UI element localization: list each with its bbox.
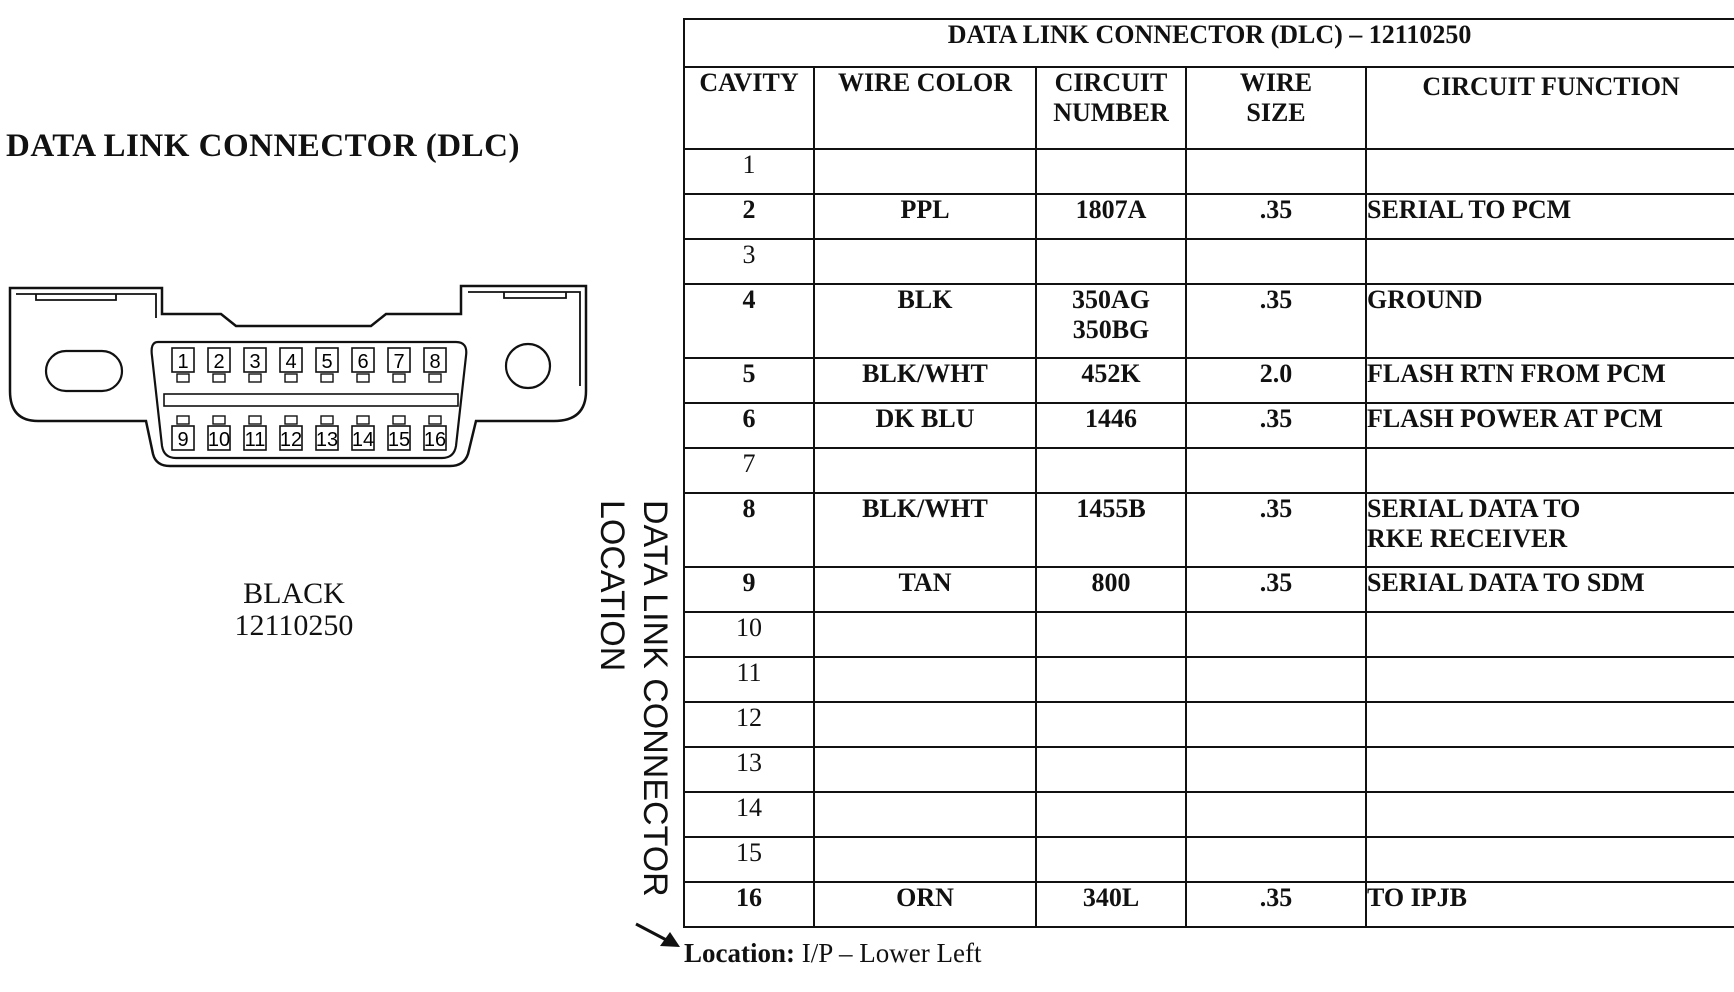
header-wire-size: WIRE SIZE bbox=[1186, 67, 1366, 149]
cell-wire-color bbox=[814, 448, 1036, 493]
pin-9: 9 bbox=[177, 429, 189, 451]
cell-cavity: 15 bbox=[684, 837, 814, 882]
cell-circuit-number bbox=[1036, 837, 1186, 882]
cell-circuit-function bbox=[1366, 239, 1734, 284]
connector-part-number: 12110250 bbox=[234, 609, 354, 642]
cell-circuit-number: 1446 bbox=[1036, 403, 1186, 448]
cell-circuit-function: GROUND bbox=[1366, 284, 1734, 358]
cell-wire-size: 2.0 bbox=[1186, 358, 1366, 403]
cell-cavity: 4 bbox=[684, 284, 814, 358]
table-row bbox=[684, 239, 1734, 284]
cell-cavity: 9 bbox=[684, 567, 814, 612]
cell-wire-size bbox=[1186, 792, 1366, 837]
cell-cavity: 5 bbox=[684, 358, 814, 403]
vertical-label-line2: LOCATION bbox=[593, 500, 631, 672]
table-row bbox=[684, 657, 1734, 702]
cell-cavity: 12 bbox=[684, 702, 814, 747]
pin-8: 8 bbox=[429, 351, 441, 373]
cell-wire-size bbox=[1186, 702, 1366, 747]
cell-wire-color: BLK bbox=[814, 284, 1036, 358]
pin-13: 13 bbox=[315, 429, 339, 451]
cell-wire-color: TAN bbox=[814, 567, 1036, 612]
location-vertical-label bbox=[584, 500, 676, 920]
cell-cavity: 2 bbox=[684, 194, 814, 239]
dlc-title: DATA LINK CONNECTOR (DLC) bbox=[6, 128, 520, 164]
cell-circuit-number bbox=[1036, 657, 1186, 702]
cell-circuit-number: 452K bbox=[1036, 358, 1186, 403]
cell-circuit-function bbox=[1366, 657, 1734, 702]
header-circuit-number: CIRCUIT NUMBER bbox=[1036, 67, 1186, 149]
dlc-connector-drawing bbox=[6, 276, 594, 476]
cell-circuit-function: FLASH POWER AT PCM bbox=[1366, 403, 1734, 448]
connector-diagram bbox=[6, 276, 594, 481]
pin-2: 2 bbox=[213, 351, 225, 373]
table-caption: DATA LINK CONNECTOR (DLC) – 12110250 bbox=[684, 19, 1734, 67]
dlc-table-body bbox=[684, 149, 1734, 927]
cell-circuit-number bbox=[1036, 702, 1186, 747]
cell-cavity: 3 bbox=[684, 239, 814, 284]
cell-circuit-number bbox=[1036, 792, 1186, 837]
pin-6: 6 bbox=[357, 351, 369, 373]
cell-circuit-number bbox=[1036, 149, 1186, 194]
pin-16: 16 bbox=[423, 429, 447, 451]
cell-circuit-number bbox=[1036, 612, 1186, 657]
cell-wire-color bbox=[814, 747, 1036, 792]
cell-wire-color bbox=[814, 657, 1036, 702]
cell-wire-color: DK BLU bbox=[814, 403, 1036, 448]
table-row bbox=[684, 448, 1734, 493]
cell-wire-color bbox=[814, 612, 1036, 657]
cell-cavity: 10 bbox=[684, 612, 814, 657]
cell-circuit-number bbox=[1036, 747, 1186, 792]
table-row bbox=[684, 149, 1734, 194]
pin-1: 1 bbox=[177, 351, 189, 373]
cell-wire-size: .35 bbox=[1186, 567, 1366, 612]
table-row bbox=[684, 493, 1734, 567]
cell-cavity: 14 bbox=[684, 792, 814, 837]
vertical-label-line1: DATA LINK CONNECTOR bbox=[636, 500, 674, 897]
cell-cavity: 6 bbox=[684, 403, 814, 448]
cell-wire-size: .35 bbox=[1186, 403, 1366, 448]
table-row bbox=[684, 702, 1734, 747]
cell-circuit-number bbox=[1036, 239, 1186, 284]
cell-wire-size bbox=[1186, 747, 1366, 792]
dlc-table bbox=[683, 18, 1734, 928]
table-row bbox=[684, 194, 1734, 239]
cell-wire-color bbox=[814, 837, 1036, 882]
header-wire-color: WIRE COLOR bbox=[814, 67, 1036, 149]
connector-caption bbox=[198, 578, 390, 642]
cell-circuit-function bbox=[1366, 702, 1734, 747]
pin-14: 14 bbox=[351, 429, 375, 451]
cell-wire-size bbox=[1186, 837, 1366, 882]
pin-4: 4 bbox=[285, 351, 297, 373]
table-row bbox=[684, 612, 1734, 657]
cell-cavity: 8 bbox=[684, 493, 814, 567]
location-arrow-icon bbox=[630, 918, 686, 954]
cell-cavity: 16 bbox=[684, 882, 814, 927]
table-row bbox=[684, 358, 1734, 403]
cell-circuit-number bbox=[1036, 448, 1186, 493]
cell-wire-size: .35 bbox=[1186, 493, 1366, 567]
pin-11: 11 bbox=[244, 429, 266, 451]
cell-wire-color: BLK/WHT bbox=[814, 493, 1036, 567]
table-row bbox=[684, 792, 1734, 837]
table-row bbox=[684, 882, 1734, 927]
header-cavity: CAVITY bbox=[684, 67, 814, 149]
pin-boxes bbox=[172, 348, 446, 451]
cell-wire-color bbox=[814, 239, 1036, 284]
cell-wire-size bbox=[1186, 448, 1366, 493]
cell-circuit-number: 1455B bbox=[1036, 493, 1186, 567]
cell-wire-size: .35 bbox=[1186, 882, 1366, 927]
cell-circuit-function: SERIAL TO PCM bbox=[1366, 194, 1734, 239]
table-row bbox=[684, 284, 1734, 358]
cell-circuit-function: FLASH RTN FROM PCM bbox=[1366, 358, 1734, 403]
cell-wire-size bbox=[1186, 612, 1366, 657]
cell-wire-size bbox=[1186, 149, 1366, 194]
cell-circuit-function bbox=[1366, 792, 1734, 837]
cell-wire-color bbox=[814, 792, 1036, 837]
cell-cavity: 7 bbox=[684, 448, 814, 493]
table-row bbox=[684, 837, 1734, 882]
cell-circuit-number: 800 bbox=[1036, 567, 1186, 612]
cell-circuit-function bbox=[1366, 612, 1734, 657]
cell-wire-size bbox=[1186, 239, 1366, 284]
pin-10: 10 bbox=[207, 429, 231, 451]
cell-cavity: 11 bbox=[684, 657, 814, 702]
header-circuit-function: CIRCUIT FUNCTION bbox=[1366, 67, 1734, 149]
cell-wire-color bbox=[814, 149, 1036, 194]
table-row bbox=[684, 747, 1734, 792]
cell-circuit-function bbox=[1366, 149, 1734, 194]
cell-wire-color: ORN bbox=[814, 882, 1036, 927]
cell-wire-color: BLK/WHT bbox=[814, 358, 1036, 403]
table-row bbox=[684, 567, 1734, 612]
connector-color: BLACK bbox=[243, 577, 345, 610]
location-note bbox=[684, 938, 981, 969]
cell-circuit-function bbox=[1366, 448, 1734, 493]
cell-wire-size: .35 bbox=[1186, 194, 1366, 239]
cell-wire-color: PPL bbox=[814, 194, 1036, 239]
pin-12: 12 bbox=[279, 429, 303, 451]
pin-7: 7 bbox=[393, 351, 405, 373]
cell-wire-color bbox=[814, 702, 1036, 747]
cell-wire-size: .35 bbox=[1186, 284, 1366, 358]
cell-circuit-number: 340L bbox=[1036, 882, 1186, 927]
cell-circuit-function bbox=[1366, 747, 1734, 792]
cell-circuit-function: TO IPJB bbox=[1366, 882, 1734, 927]
cell-circuit-number: 350AG 350BG bbox=[1036, 284, 1186, 358]
pin-5: 5 bbox=[321, 351, 333, 373]
cell-cavity: 1 bbox=[684, 149, 814, 194]
cell-cavity: 13 bbox=[684, 747, 814, 792]
cell-circuit-function: SERIAL DATA TO RKE RECEIVER bbox=[1366, 493, 1734, 567]
pin-3: 3 bbox=[249, 351, 261, 373]
cell-wire-size bbox=[1186, 657, 1366, 702]
pin-15: 15 bbox=[387, 429, 411, 451]
location-label: Location: bbox=[684, 938, 795, 968]
cell-circuit-function bbox=[1366, 837, 1734, 882]
location-value: I/P – Lower Left bbox=[801, 938, 982, 968]
cell-circuit-function: SERIAL DATA TO SDM bbox=[1366, 567, 1734, 612]
table-row bbox=[684, 403, 1734, 448]
cell-circuit-number: 1807A bbox=[1036, 194, 1186, 239]
